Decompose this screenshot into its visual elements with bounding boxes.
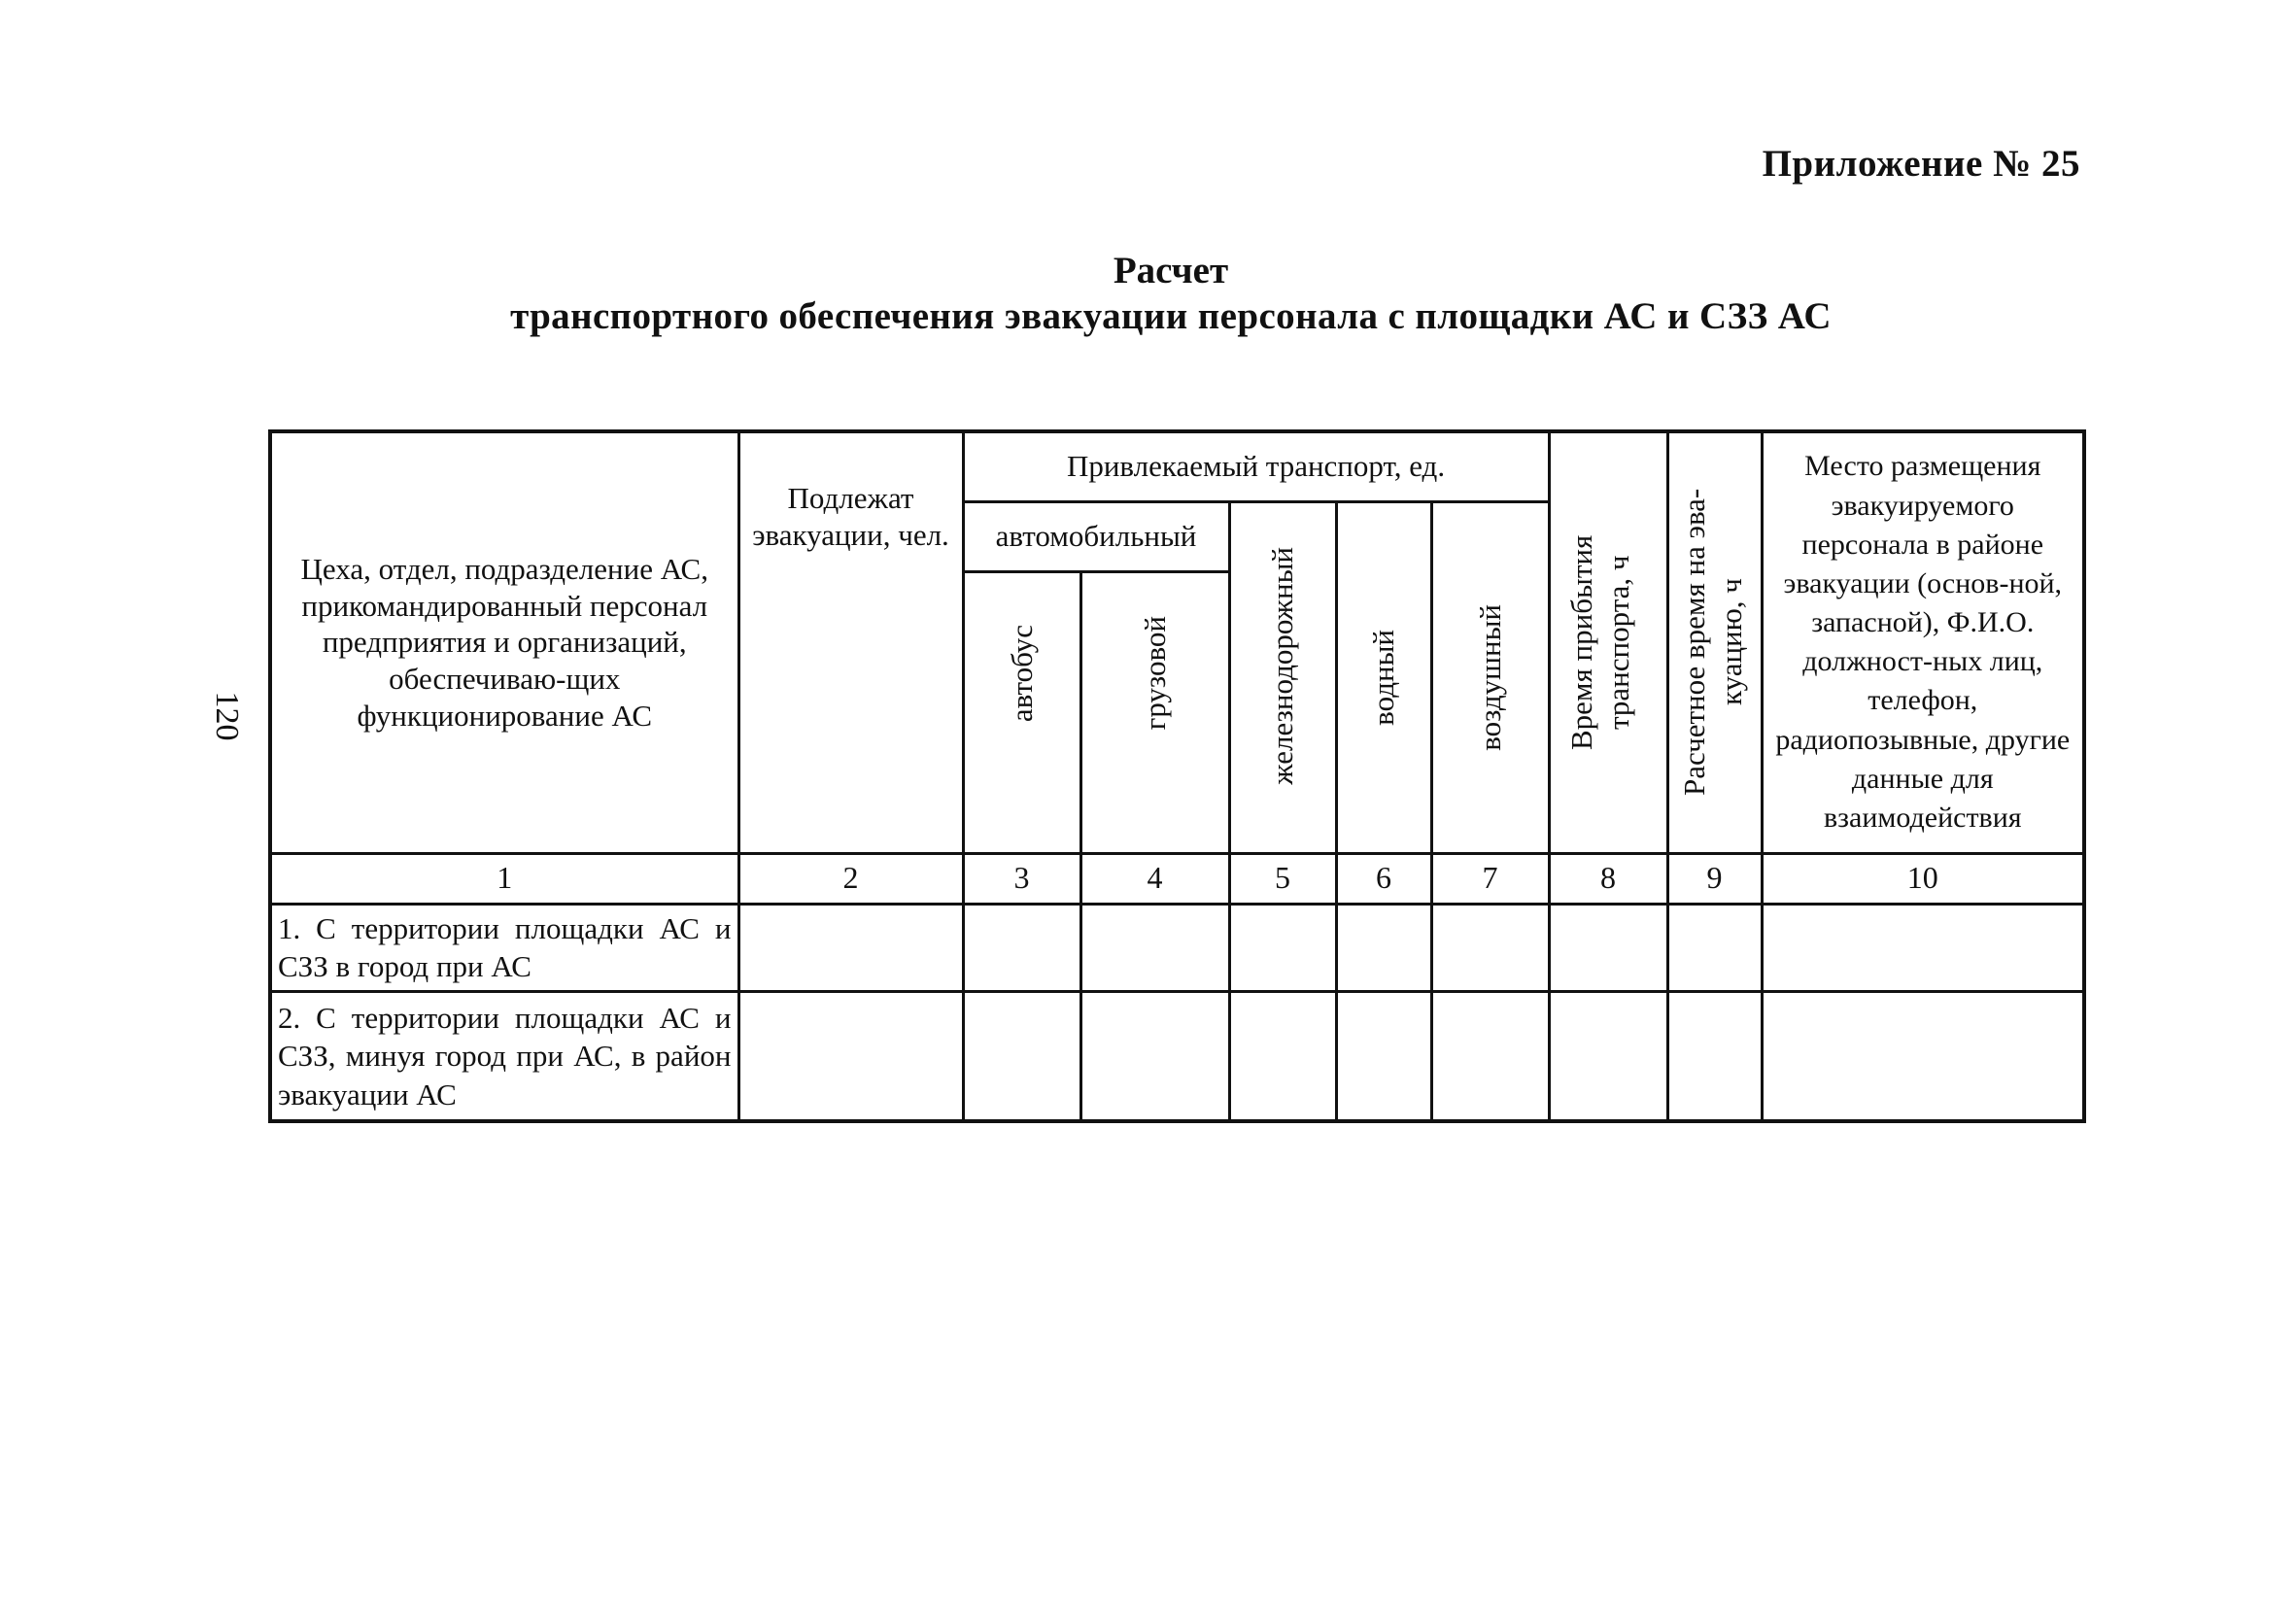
table-cell[interactable] xyxy=(1549,904,1667,991)
table-cell[interactable] xyxy=(1229,991,1336,1121)
table-cell[interactable] xyxy=(963,904,1080,991)
evacuation-transport-table xyxy=(268,429,2086,1123)
document-subtitle: транспортного обеспечения эвакуации персонала с площадки АС и СЗЗ АС xyxy=(510,295,1832,337)
table-cell[interactable] xyxy=(1431,991,1549,1121)
table-cell[interactable] xyxy=(1229,904,1336,991)
row-label: 2. С территории площадки АС и СЗЗ, минуя город при АС, в район эвакуации АС xyxy=(270,991,738,1121)
header-truck: грузовой xyxy=(1080,571,1229,853)
col-number: 7 xyxy=(1431,853,1549,904)
appendix-label: Приложение № 25 xyxy=(1762,143,2080,185)
table-cell[interactable] xyxy=(1762,991,2084,1121)
table-cell[interactable] xyxy=(1667,991,1762,1121)
page-number: 120 xyxy=(209,691,245,741)
table-row xyxy=(270,904,2084,991)
col-number: 9 xyxy=(1667,853,1762,904)
col-number: 5 xyxy=(1229,853,1336,904)
table-cell[interactable] xyxy=(738,991,963,1121)
header-evac-time: Расчетное время на эва-куацию, ч xyxy=(1667,431,1762,853)
col-number: 10 xyxy=(1762,853,2084,904)
header-rail: железнодорожный xyxy=(1229,501,1336,853)
column-number-row xyxy=(270,853,2084,904)
header-placement: Место размещения эвакуируемого персонала в районе эвакуации (основ-ной, запасной), Ф.И.О. должност-ных лиц, телефон, радиопозывные, другие данные для взаимодействия xyxy=(1762,431,2084,853)
header-arrival-time: Время прибытия транспорта, ч xyxy=(1549,431,1667,853)
table-cell[interactable] xyxy=(1336,991,1431,1121)
col-number: 1 xyxy=(270,853,738,904)
table-cell[interactable] xyxy=(1080,991,1229,1121)
table-cell[interactable] xyxy=(1549,991,1667,1121)
header-unit: Цеха, отдел, подразделение АС, прикомандированный персонал предприятия и организаций, обеспечиваю-щих функционирование АС xyxy=(270,431,738,853)
row-label: 1. С территории площадки АС и СЗЗ в город при АС xyxy=(270,904,738,991)
document-title: Расчет xyxy=(1113,250,1229,291)
table-cell[interactable] xyxy=(963,991,1080,1121)
header-air: воздушный xyxy=(1431,501,1549,853)
col-number: 8 xyxy=(1549,853,1667,904)
table-row xyxy=(270,991,2084,1121)
header-evacuees: Подлежат эвакуации, чел. xyxy=(738,431,963,853)
table-cell[interactable] xyxy=(1080,904,1229,991)
header-bus: автобус xyxy=(963,571,1080,853)
header-water: водный xyxy=(1336,501,1431,853)
col-number: 4 xyxy=(1080,853,1229,904)
table-cell[interactable] xyxy=(738,904,963,991)
table-cell[interactable] xyxy=(1336,904,1431,991)
header-auto-group: автомобильный xyxy=(963,501,1229,571)
table-cell[interactable] xyxy=(1762,904,2084,991)
table-cell[interactable] xyxy=(1431,904,1549,991)
header-transport-group: Привлекаемый транспорт, ед. xyxy=(963,431,1549,501)
col-number: 6 xyxy=(1336,853,1431,904)
col-number: 2 xyxy=(738,853,963,904)
col-number: 3 xyxy=(963,853,1080,904)
table-cell[interactable] xyxy=(1667,904,1762,991)
